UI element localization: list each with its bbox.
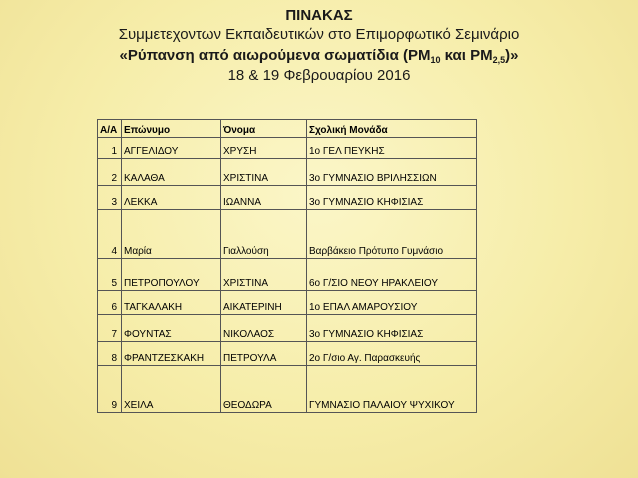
cell-school: Βαρβάκειο Πρότυπο Γυμνάσιο <box>307 210 477 259</box>
cell-surname: ΑΓΓΕΛΙΔΟΥ <box>122 138 221 159</box>
cell-name: ΧΡΙΣΤΙΝΑ <box>221 159 307 186</box>
cell-index: 1 <box>98 138 122 159</box>
cell-name: ΧΡΥΣΗ <box>221 138 307 159</box>
document-subtitle: Συμμετεχοντων Εκπαιδευτικών στο Επιμορφωτικό Σεμινάριο <box>118 26 520 43</box>
seminar-title-middle: και PM <box>440 47 493 64</box>
cell-surname: ΧΕΙΛΑ <box>122 366 221 413</box>
header-school: Σχολική Μονάδα <box>307 120 477 138</box>
header-surname: Επώνυμο <box>122 120 221 138</box>
cell-surname: ΤΑΓΚΑΛΑΚΗ <box>122 291 221 315</box>
cell-name: ΑΙΚΑΤΕΡΙΝΗ <box>221 291 307 315</box>
seminar-dates: 18 & 19 Φεβρουαρίου 2016 <box>227 67 411 84</box>
cell-surname: ΛΕΚΚΑ <box>122 186 221 210</box>
cell-index: 9 <box>98 366 122 413</box>
cell-surname: ΚΑΛΑΘΑ <box>122 159 221 186</box>
cell-school: 3ο ΓΥΜΝΑΣΙΟ ΚΗΦΙΣΙΑΣ <box>307 315 477 342</box>
seminar-title-suffix: )» <box>505 47 519 64</box>
cell-name: ΧΡΙΣΤΙΝΑ <box>221 259 307 291</box>
cell-surname: ΠΕΤΡΟΠΟΥΛΟΥ <box>122 259 221 291</box>
cell-school: 6ο Γ/ΣΙΟ ΝΕΟΥ ΗΡΑΚΛΕΙΟΥ <box>307 259 477 291</box>
table-row <box>98 138 477 159</box>
table-row <box>98 159 477 186</box>
cell-name: ΙΩΑΝΝΑ <box>221 186 307 210</box>
seminar-title-subscript-10: 10 <box>430 55 441 65</box>
cell-name: ΘΕΟΔΩΡΑ <box>221 366 307 413</box>
cell-school: 1ο ΓΕΛ ΠΕΥΚΗΣ <box>307 138 477 159</box>
table-row <box>98 366 477 413</box>
header-name: Όνομα <box>221 120 307 138</box>
table-row <box>98 186 477 210</box>
table-row <box>98 259 477 291</box>
seminar-title-subscript-25: 2,5 <box>492 55 506 65</box>
cell-index: 2 <box>98 159 122 186</box>
document-title: ΠΙΝΑΚΑΣ <box>285 7 353 24</box>
cell-index: 7 <box>98 315 122 342</box>
cell-name: Γιαλλούση <box>221 210 307 259</box>
table-header-row <box>98 120 477 138</box>
seminar-title <box>0 45 638 66</box>
cell-index: 5 <box>98 259 122 291</box>
participants-table <box>97 119 477 413</box>
table-row <box>98 210 477 259</box>
table-row <box>98 315 477 342</box>
cell-school: 1ο ΕΠΑΛ ΑΜΑΡΟΥΣΙΟΥ <box>307 291 477 315</box>
table-row <box>98 342 477 366</box>
cell-index: 8 <box>98 342 122 366</box>
cell-index: 3 <box>98 186 122 210</box>
cell-school: 3ο ΓΥΜΝΑΣΙΟ ΚΗΦΙΣΙΑΣ <box>307 186 477 210</box>
cell-index: 4 <box>98 210 122 259</box>
cell-school: ΓΥΜΝΑΣΙΟ ΠΑΛΑΙΟΥ ΨΥΧΙΚΟΥ <box>307 366 477 413</box>
document-header <box>0 6 638 86</box>
cell-surname: ΦΡΑΝΤΖΕΣΚΑΚΗ <box>122 342 221 366</box>
cell-surname: ΦΟΥΝΤΑΣ <box>122 315 221 342</box>
cell-name: ΠΕΤΡΟΥΛΑ <box>221 342 307 366</box>
table-row <box>98 291 477 315</box>
cell-school: 2ο Γ/σιο Αγ. Παρασκευής <box>307 342 477 366</box>
cell-surname: Μαρία <box>122 210 221 259</box>
cell-index: 6 <box>98 291 122 315</box>
cell-school: 3ο ΓΥΜΝΑΣΙΟ ΒΡΙΛΗΣΣΙΩΝ <box>307 159 477 186</box>
cell-name: ΝΙΚΟΛΑΟΣ <box>221 315 307 342</box>
seminar-title-prefix: «Ρύπανση από αιωρούμενα σωματίδια (PM <box>119 47 431 64</box>
header-index: Α/Α <box>98 120 122 138</box>
